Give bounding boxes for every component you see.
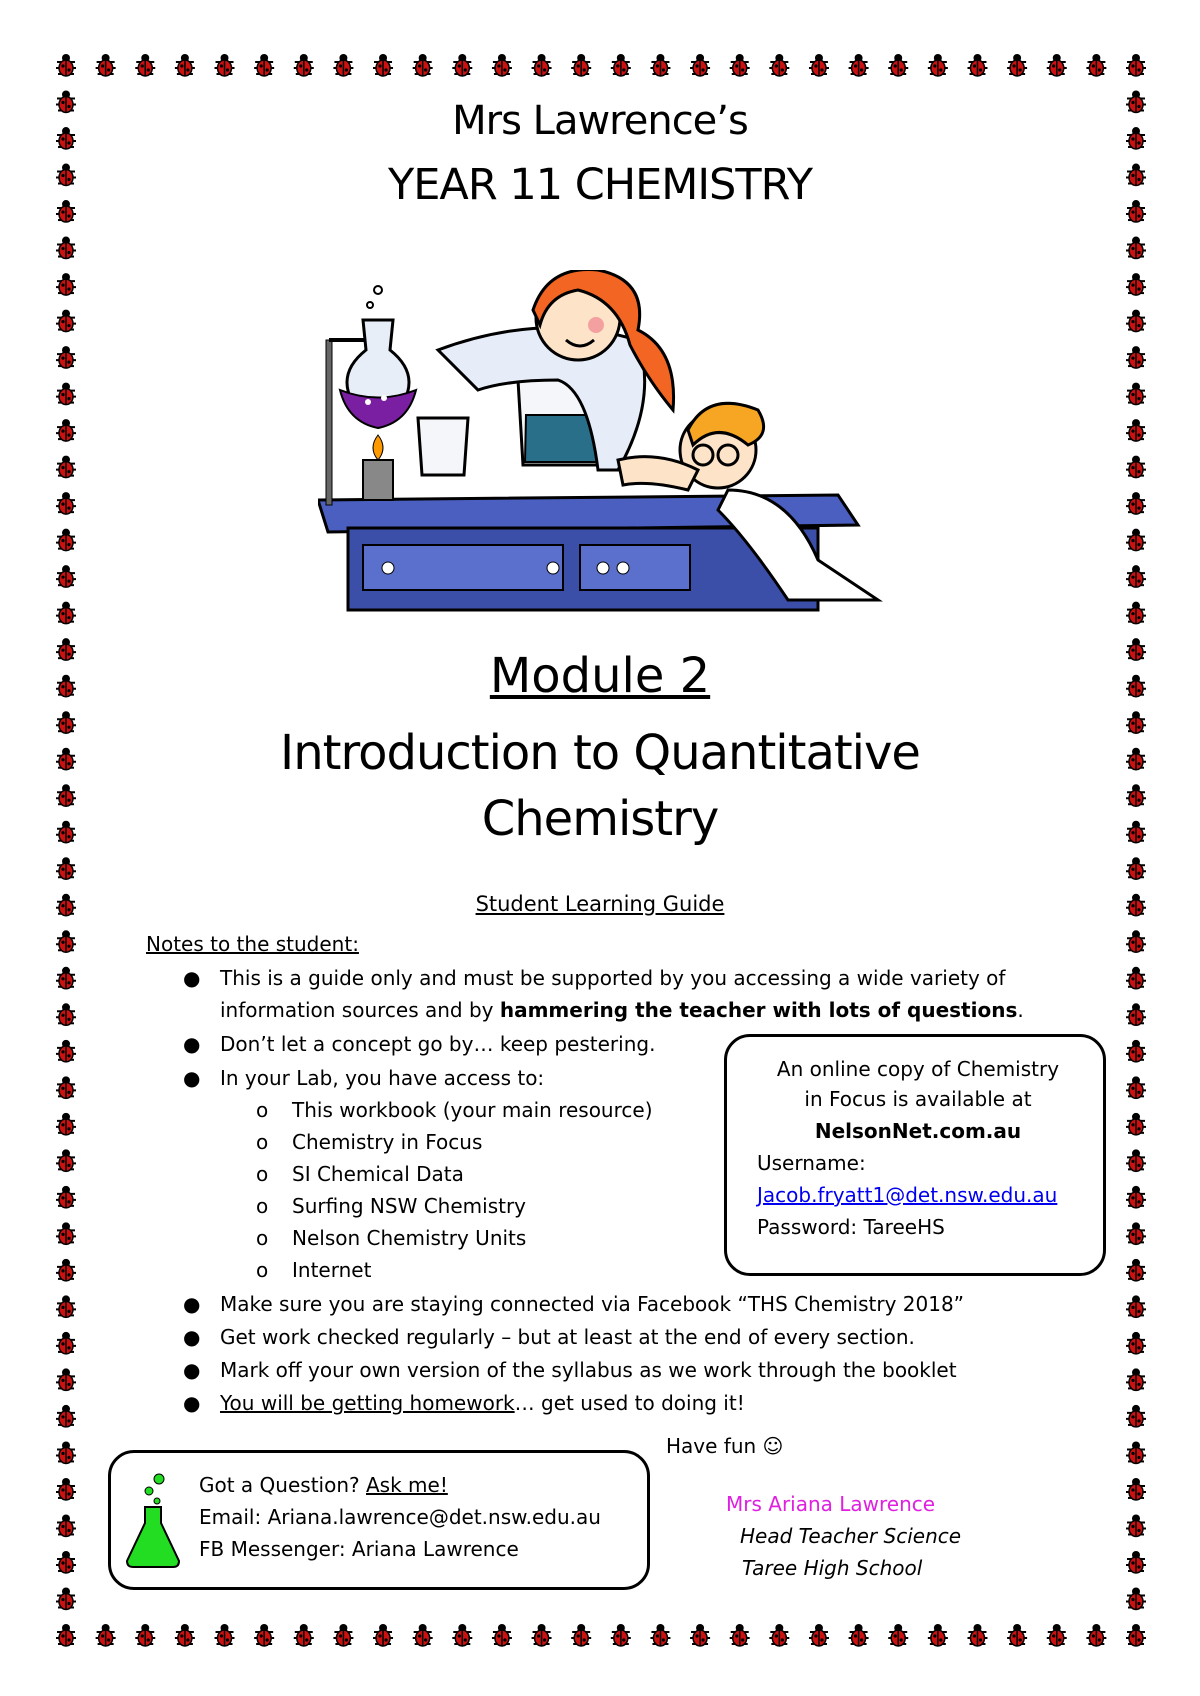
- note-item-7: [220, 1391, 745, 1415]
- ladybug-icon: [373, 1624, 393, 1646]
- ladybug-icon: [690, 1624, 710, 1646]
- ladybug-icon: [1126, 346, 1146, 368]
- question-text: Got a Question?: [199, 1473, 366, 1497]
- ladybug-icon: [175, 1624, 195, 1646]
- bullet-icon: ●: [183, 1066, 201, 1090]
- ladybug-icon: [413, 54, 433, 76]
- ladybug-icon: [1126, 1259, 1146, 1281]
- ladybug-icon: [56, 383, 76, 405]
- ladybug-icon: [254, 54, 274, 76]
- question-prompt: [199, 1473, 448, 1497]
- note-item-1-line1: This is a guide only and must be supported by you accessing a wide variety of: [220, 966, 1006, 990]
- online-access-box: [724, 1034, 1106, 1276]
- ladybug-icon: [1126, 1368, 1146, 1390]
- ladybug-icon: [650, 54, 670, 76]
- resource-item: Chemistry in Focus: [292, 1130, 483, 1154]
- ladybug-icon: [56, 1551, 76, 1573]
- ladybug-icon: [413, 1624, 433, 1646]
- ladybug-icon: [1126, 1003, 1146, 1025]
- ladybug-icon: [56, 54, 76, 76]
- ladybug-icon: [56, 237, 76, 259]
- guide-label: Student Learning Guide: [475, 892, 725, 916]
- resource-item: Nelson Chemistry Units: [292, 1226, 527, 1250]
- ladybug-icon: [1126, 1441, 1146, 1463]
- ladybug-icon: [1126, 1149, 1146, 1171]
- username-label: Username:: [757, 1151, 866, 1175]
- ladybug-icon: [769, 54, 789, 76]
- ladybug-icon: [1126, 1295, 1146, 1317]
- ladybug-icon: [452, 1624, 472, 1646]
- ladybug-icon: [532, 1624, 552, 1646]
- ladybug-icon: [56, 1587, 76, 1609]
- ladybug-icon: [1126, 456, 1146, 478]
- notes-heading: Notes to the student:: [146, 932, 359, 956]
- ladybug-icon: [294, 54, 314, 76]
- ladybug-icon: [1126, 1040, 1146, 1062]
- ladybug-icon: [254, 1624, 274, 1646]
- ladybug-icon: [1126, 1222, 1146, 1244]
- ladybug-icon: [135, 54, 155, 76]
- ladybug-icon: [1126, 857, 1146, 879]
- ladybug-icon: [175, 54, 195, 76]
- ladybug-icon: [650, 1624, 670, 1646]
- ladybug-icon: [571, 54, 591, 76]
- ladybug-icon: [135, 1624, 155, 1646]
- ladybug-icon: [1047, 1624, 1067, 1646]
- ladybug-icon: [56, 419, 76, 441]
- ladybug-icon: [1007, 54, 1027, 76]
- chemistry-lab-illustration: [318, 270, 918, 620]
- ladybug-icon: [56, 1441, 76, 1463]
- ladybug-icon: [333, 1624, 353, 1646]
- ladybug-icon: [1126, 1478, 1146, 1500]
- note-item-5: Get work checked regularly – but at least at the end of every section.: [220, 1325, 915, 1349]
- ladybug-icon: [1126, 1186, 1146, 1208]
- ladybug-icon: [532, 54, 552, 76]
- online-site: NelsonNet.com.au: [814, 1119, 1022, 1143]
- ladybug-icon: [1126, 273, 1146, 295]
- ladybug-icon: [56, 602, 76, 624]
- ladybug-icon: [56, 1514, 76, 1536]
- ladybug-icon: [56, 346, 76, 368]
- ladybug-icon: [1007, 1624, 1027, 1646]
- ladybug-icon: [1126, 1624, 1146, 1646]
- module-title: [0, 720, 1200, 852]
- sub-bullet-icon: o: [256, 1226, 269, 1250]
- signature-name: Mrs Ariana Lawrence: [726, 1492, 936, 1516]
- module-number: Module 2: [489, 648, 711, 704]
- ladybug-icon: [56, 1295, 76, 1317]
- ladybug-icon: [1086, 1624, 1106, 1646]
- ladybug-icon: [730, 1624, 750, 1646]
- note-text: … get used to doing it!: [514, 1391, 745, 1415]
- ladybug-icon: [888, 54, 908, 76]
- ladybug-icon: [1126, 967, 1146, 989]
- resource-item: This workbook (your main resource): [292, 1098, 653, 1122]
- ladybug-icon: [56, 1113, 76, 1135]
- ladybug-icon: [294, 1624, 314, 1646]
- ladybug-icon: [56, 1478, 76, 1500]
- ladybug-icon: [611, 54, 631, 76]
- ladybug-icon: [492, 1624, 512, 1646]
- ladybug-icon: [809, 1624, 829, 1646]
- ladybug-icon: [1126, 1405, 1146, 1427]
- sub-bullet-icon: o: [256, 1162, 269, 1186]
- ladybug-icon: [56, 1332, 76, 1354]
- resource-item: SI Chemical Data: [292, 1162, 464, 1186]
- ladybug-icon: [1126, 237, 1146, 259]
- bullet-icon: ●: [183, 1358, 201, 1382]
- ladybug-icon: [215, 1624, 235, 1646]
- note-emphasis: hammering the teacher with lots of questions: [499, 998, 1018, 1022]
- ladybug-icon: [56, 930, 76, 952]
- ladybug-icon: [56, 1040, 76, 1062]
- ladybug-icon: [928, 54, 948, 76]
- sub-bullet-icon: o: [256, 1258, 269, 1282]
- resource-item: Surfing NSW Chemistry: [292, 1194, 527, 1218]
- sub-bullet-icon: o: [256, 1194, 269, 1218]
- flask-icon: [125, 1471, 181, 1571]
- note-item-2: Don’t let a concept go by… keep pestering.: [220, 1032, 656, 1056]
- ladybug-icon: [452, 54, 472, 76]
- ladybug-icon: [56, 1149, 76, 1171]
- online-line2: in Focus is available at: [804, 1087, 1032, 1111]
- ladybug-icon: [571, 1624, 591, 1646]
- ladybug-icon: [1126, 383, 1146, 405]
- ladybug-icon: [56, 1259, 76, 1281]
- ladybug-icon: [56, 1003, 76, 1025]
- ladybug-icon: [215, 54, 235, 76]
- ladybug-icon: [769, 1624, 789, 1646]
- bullet-icon: ●: [183, 1391, 201, 1415]
- bullet-icon: ●: [183, 1325, 201, 1349]
- ladybug-icon: [56, 565, 76, 587]
- note-punct: .: [1017, 998, 1024, 1022]
- sub-bullet-icon: o: [256, 1130, 269, 1154]
- ladybug-icon: [611, 1624, 631, 1646]
- module-title-line2: Chemistry: [481, 791, 719, 847]
- ladybug-icon: [56, 967, 76, 989]
- ladybug-icon: [333, 54, 353, 76]
- contact-email: Email: Ariana.lawrence@det.nsw.edu.au: [199, 1505, 601, 1529]
- ladybug-icon: [730, 54, 750, 76]
- ladybug-icon: [56, 529, 76, 551]
- username-link[interactable]: Jacob.fryatt1@det.nsw.edu.au: [757, 1183, 1058, 1207]
- ladybug-icon: [56, 1368, 76, 1390]
- question-box: [108, 1450, 650, 1590]
- title-course: YEAR 11 CHEMISTRY: [387, 160, 813, 210]
- ladybug-icon: [56, 1405, 76, 1427]
- signature-role: Head Teacher Science: [740, 1524, 962, 1548]
- ladybug-icon: [809, 54, 829, 76]
- sub-bullet-icon: o: [256, 1098, 269, 1122]
- note-item-3: In your Lab, you have access to:: [220, 1066, 545, 1090]
- ask-me: Ask me!: [365, 1473, 448, 1497]
- resource-item: Internet: [292, 1258, 372, 1282]
- ladybug-icon: [967, 1624, 987, 1646]
- title-teacher: Mrs Lawrence’s: [452, 98, 748, 144]
- ladybug-icon: [56, 456, 76, 478]
- ladybug-icon: [1126, 1551, 1146, 1573]
- ladybug-icon: [888, 1624, 908, 1646]
- ladybug-icon: [1126, 1113, 1146, 1135]
- password-text: Password: TareeHS: [757, 1215, 945, 1239]
- ladybug-icon: [1126, 930, 1146, 952]
- ladybug-icon: [96, 1624, 116, 1646]
- ladybug-icon: [56, 310, 76, 332]
- ladybug-icon: [1126, 419, 1146, 441]
- ladybug-icon: [56, 273, 76, 295]
- ladybug-icon: [1126, 54, 1146, 76]
- note-item-6: Mark off your own version of the syllabus as we work through the booklet: [220, 1358, 957, 1382]
- ladybug-icon: [1086, 54, 1106, 76]
- ladybug-icon: [928, 1624, 948, 1646]
- bullet-icon: ●: [183, 1032, 201, 1056]
- ladybug-icon: [96, 54, 116, 76]
- bullet-icon: ●: [183, 966, 201, 990]
- ladybug-icon: [56, 492, 76, 514]
- module-title-line1: Introduction to Quantitative: [280, 725, 920, 781]
- ladybug-icon: [1047, 54, 1067, 76]
- ladybug-icon: [56, 1624, 76, 1646]
- note-item-1-line2: [220, 998, 1024, 1022]
- ladybug-icon: [1126, 1076, 1146, 1098]
- ladybug-icon: [1126, 1514, 1146, 1536]
- ladybug-icon: [1126, 1587, 1146, 1609]
- ladybug-icon: [373, 54, 393, 76]
- ladybug-icon: [690, 54, 710, 76]
- ladybug-icon: [1126, 565, 1146, 587]
- ladybug-icon: [1126, 602, 1146, 624]
- ladybug-icon: [56, 1222, 76, 1244]
- ladybug-icon: [56, 1076, 76, 1098]
- ladybug-icon: [849, 1624, 869, 1646]
- signature-school: Taree High School: [742, 1556, 923, 1580]
- ladybug-icon: [1126, 310, 1146, 332]
- note-item-4: Make sure you are staying connected via Facebook “THS Chemistry 2018”: [220, 1292, 965, 1316]
- homework-emphasis: You will be getting homework: [220, 1391, 515, 1415]
- contact-fb: FB Messenger: Ariana Lawrence: [199, 1537, 519, 1561]
- bullet-icon: ●: [183, 1292, 201, 1316]
- ladybug-icon: [1126, 492, 1146, 514]
- ladybug-icon: [492, 54, 512, 76]
- ladybug-icon: [1126, 1332, 1146, 1354]
- note-text: information sources and by: [220, 998, 500, 1022]
- ladybug-icon: [56, 1186, 76, 1208]
- ladybug-icon: [56, 857, 76, 879]
- ladybug-icon: [1126, 529, 1146, 551]
- ladybug-icon: [849, 54, 869, 76]
- ladybug-icon: [967, 54, 987, 76]
- have-fun: Have fun ☺: [666, 1434, 784, 1458]
- online-line1: An online copy of Chemistry: [776, 1057, 1060, 1081]
